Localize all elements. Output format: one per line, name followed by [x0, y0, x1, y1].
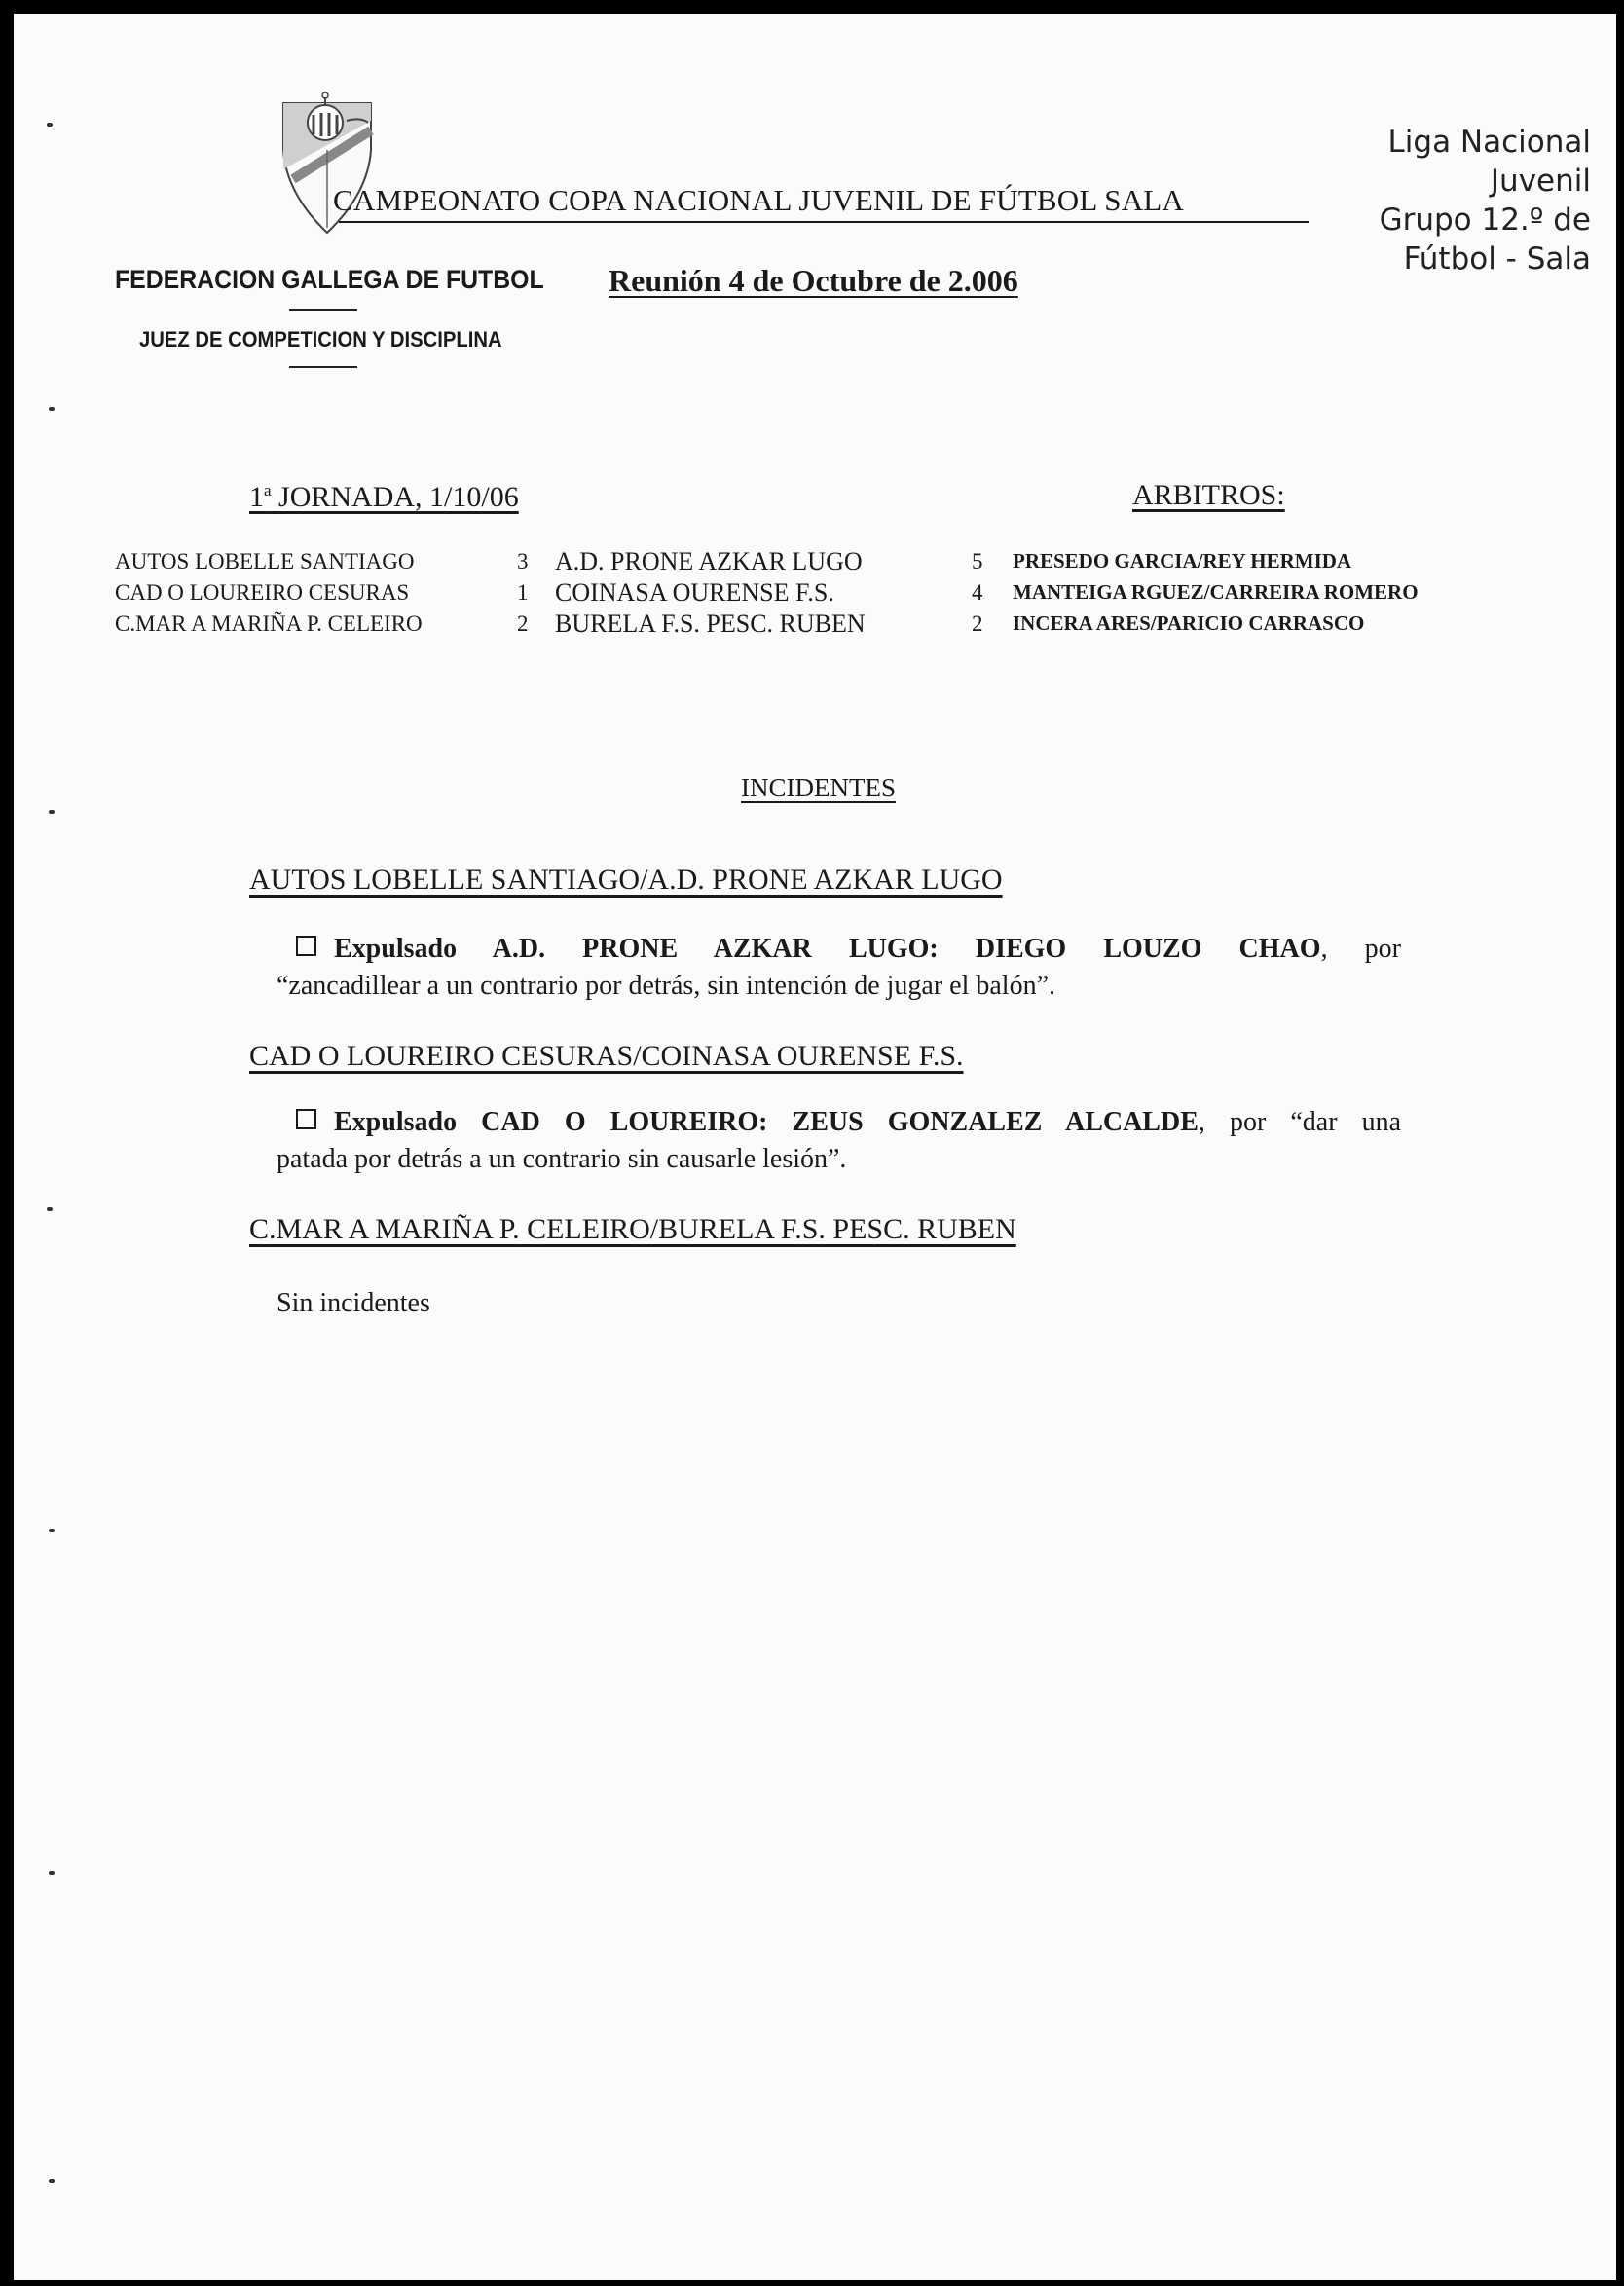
home-score: 2 [517, 611, 529, 636]
away-score: 2 [972, 611, 983, 636]
home-team: CAD O LOUREIRO CESURAS [115, 580, 410, 605]
results-table [115, 549, 1595, 643]
home-score: 1 [517, 580, 529, 605]
scan-speck [49, 1871, 55, 1875]
jornada-date: JORNADA, 1/10/06 [271, 481, 519, 513]
home-score: 3 [517, 549, 529, 573]
home-team: C.MAR A MARIÑA P. CELEIRO [115, 611, 423, 636]
scan-speck [49, 810, 55, 814]
match-referees: INCERA ARES/PARICIO CARRASCO [1013, 611, 1365, 635]
federation-name: FEDERACION GALLEGA DE FUTBOL [115, 265, 544, 294]
championship-title: CAMPEONATO COPA NACIONAL JUVENIL DE FÚTBOL SALA [333, 183, 1185, 217]
match-row [115, 580, 1595, 611]
away-score: 4 [972, 580, 983, 605]
checkbox-icon [296, 936, 316, 956]
incident-paragraph [277, 1104, 1401, 1178]
incident-text: “zancadillear a un contrario por detrás, sin intención de jugar el balón”. [277, 971, 1055, 1001]
jornada-number: 1 [249, 481, 264, 513]
scan-speck [47, 1207, 53, 1211]
incident-text: , por “dar una [1198, 1107, 1402, 1137]
incidents-heading: INCIDENTES [741, 773, 896, 802]
league-label [1299, 123, 1591, 278]
match-referees: MANTEIGA RGUEZ/CARREIRA ROMERO [1013, 580, 1419, 604]
match-row [115, 611, 1595, 643]
incident-paragraph [277, 931, 1401, 1005]
scan-speck [49, 2179, 55, 2183]
no-incidents-text: Sin incidentes [277, 1288, 430, 1318]
incident-text: , por [1320, 934, 1401, 964]
match-referees: PRESEDO GARCIA/REY HERMIDA [1013, 549, 1352, 572]
title-underline [339, 221, 1309, 223]
document-page [14, 14, 1616, 2280]
away-team: COINASA OURENSE F.S. [555, 578, 834, 607]
referees-heading: ARBITROS: [1132, 479, 1285, 511]
away-team: A.D. PRONE AZKAR LUGO [555, 547, 863, 575]
checkbox-icon [296, 1109, 316, 1129]
scan-speck [49, 1529, 55, 1532]
away-team: BURELA F.S. PESC. RUBEN [555, 609, 866, 638]
league-line: Grupo 12.º de [1379, 203, 1591, 238]
jornada-ordinal: a [264, 481, 272, 499]
incident-section-title: AUTOS LOBELLE SANTIAGO/A.D. PRONE AZKAR LUGO [249, 864, 1003, 896]
incident-text: patada por detrás a un contrario sin causarle lesión”. [277, 1144, 847, 1174]
home-team: AUTOS LOBELLE SANTIAGO [115, 549, 415, 573]
league-line: Liga Nacional Juvenil [1387, 125, 1591, 199]
office-name: JUEZ DE COMPETICION Y DISCIPLINA [139, 327, 502, 351]
incident-section-title: C.MAR A MARIÑA P. CELEIRO/BURELA F.S. PESC. RUBEN [249, 1213, 1016, 1245]
match-row [115, 549, 1595, 580]
scan-speck [47, 123, 53, 127]
expulsion-text: Expulsado A.D. PRONE AZKAR LUGO: DIEGO LOUZO CHAO [334, 934, 1321, 964]
scan-speck [49, 407, 55, 411]
meeting-date: Reunión 4 de Octubre de 2.006 [609, 263, 1018, 298]
federation-rule [289, 309, 357, 311]
league-line: Fútbol - Sala [1403, 241, 1591, 277]
jornada-heading [249, 481, 519, 514]
incident-section-title: CAD O LOUREIRO CESURAS/COINASA OURENSE F.S. [249, 1040, 964, 1072]
expulsion-text: Expulsado CAD O LOUREIRO: ZEUS GONZALEZ ALCALDE [334, 1107, 1199, 1137]
office-rule [289, 366, 357, 368]
away-score: 5 [972, 549, 983, 573]
